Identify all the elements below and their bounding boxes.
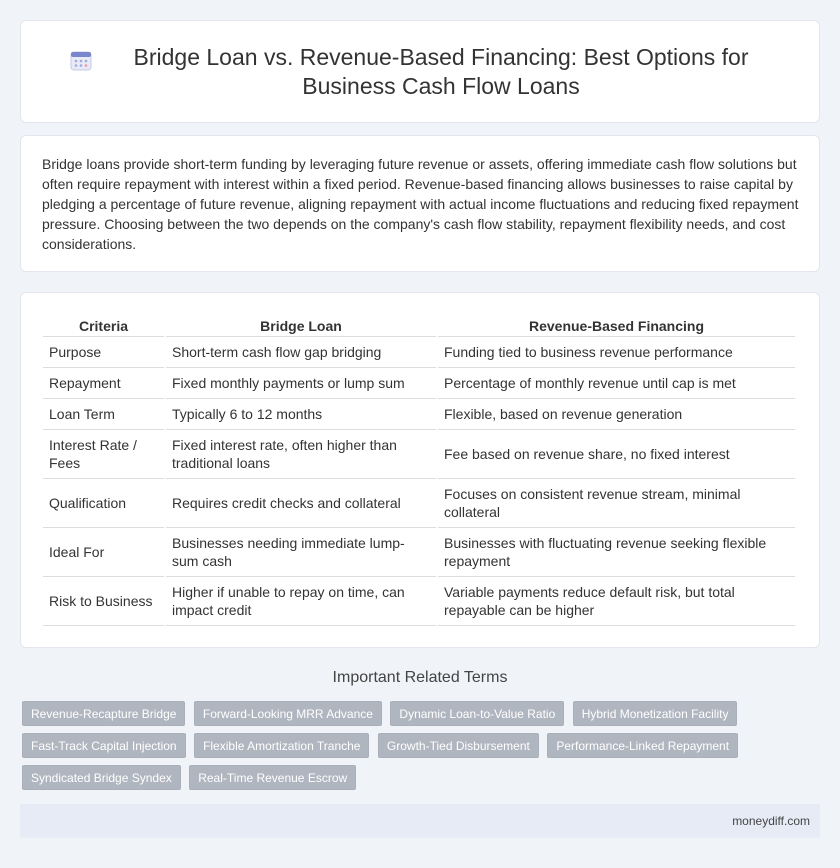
table-row: [43, 577, 795, 626]
title-card: [20, 20, 820, 123]
cell-criteria: Qualification: [43, 479, 164, 528]
header-bridge-loan: Bridge Loan: [166, 315, 436, 337]
related-term-tag[interactable]: Real-Time Revenue Escrow: [189, 765, 356, 790]
table-row: [43, 479, 795, 528]
header-revenue-based-financing: Revenue-Based Financing: [438, 315, 795, 337]
cell-bridge-loan: Short-term cash flow gap bridging: [166, 337, 436, 368]
footer-site-link[interactable]: moneydiff.com: [732, 814, 810, 828]
footer: [20, 804, 820, 838]
related-term-tag[interactable]: Growth-Tied Disbursement: [378, 733, 539, 758]
cell-criteria: Repayment: [43, 368, 164, 399]
table-row: [43, 368, 795, 399]
related-term-tag[interactable]: Performance-Linked Repayment: [547, 733, 738, 758]
cell-revenue-based: Focuses on consistent revenue stream, minimal collateral: [438, 479, 795, 528]
cell-revenue-based: Flexible, based on revenue generation: [438, 399, 795, 430]
cell-criteria: Risk to Business: [43, 577, 164, 626]
cell-criteria: Interest Rate / Fees: [43, 430, 164, 479]
cell-bridge-loan: Higher if unable to repay on time, can impact credit: [166, 577, 436, 626]
calendar-icon: [70, 49, 92, 71]
cell-criteria: Loan Term: [43, 399, 164, 430]
cell-bridge-loan: Businesses needing immediate lump-sum cash: [166, 528, 436, 577]
related-term-tag[interactable]: Syndicated Bridge Syndex: [22, 765, 181, 790]
cell-revenue-based: Businesses with fluctuating revenue seeking flexible repayment: [438, 528, 795, 577]
table-row: [43, 399, 795, 430]
table-row: [43, 528, 795, 577]
table-row: [43, 430, 795, 479]
related-term-tag[interactable]: Hybrid Monetization Facility: [573, 701, 738, 726]
related-terms-list: [22, 701, 782, 797]
table-header-row: [43, 315, 795, 337]
cell-bridge-loan: Fixed interest rate, often higher than traditional loans: [166, 430, 436, 479]
cell-revenue-based: Variable payments reduce default risk, but total repayable can be higher: [438, 577, 795, 626]
cell-criteria: Ideal For: [43, 528, 164, 577]
related-term-tag[interactable]: Flexible Amortization Tranche: [194, 733, 369, 758]
cell-criteria: Purpose: [43, 337, 164, 368]
related-term-tag[interactable]: Dynamic Loan-to-Value Ratio: [390, 701, 564, 726]
table-row: [43, 337, 795, 368]
related-term-tag[interactable]: Forward-Looking MRR Advance: [194, 701, 382, 726]
cell-bridge-loan: Requires credit checks and collateral: [166, 479, 436, 528]
intro-card: [20, 135, 820, 272]
cell-revenue-based: Percentage of monthly revenue until cap is met: [438, 368, 795, 399]
intro-paragraph: Bridge loans provide short-term funding by leveraging future revenue or assets, offering immediate cash flow solutions but often require repayment with interest within a fixed period. Revenue-based financing allows businesses to raise capital by pledging a percentage of future revenue, aligning repayment with actual income fluctuations and reducing fixed repayment pressure. Choosing between the two depends on the company's cash flow stability, repayment flexibility needs, and cost considerations.: [42, 156, 799, 252]
cell-revenue-based: Funding tied to business revenue performance: [438, 337, 795, 368]
related-terms-heading: Important Related Terms: [332, 669, 508, 686]
cell-revenue-based: Fee based on revenue share, no fixed interest: [438, 430, 795, 479]
cell-bridge-loan: Typically 6 to 12 months: [166, 399, 436, 430]
related-term-tag[interactable]: Fast-Track Capital Injection: [22, 733, 186, 758]
comparison-table: [41, 315, 797, 626]
page-title: Bridge Loan vs. Revenue-Based Financing: Best Options for Business Cash Flow Loans: [133, 43, 749, 99]
header-criteria: Criteria: [43, 315, 164, 337]
related-term-tag[interactable]: Revenue-Recapture Bridge: [22, 701, 185, 726]
cell-bridge-loan: Fixed monthly payments or lump sum: [166, 368, 436, 399]
comparison-card: [20, 292, 820, 648]
title-wrap: [70, 43, 770, 101]
